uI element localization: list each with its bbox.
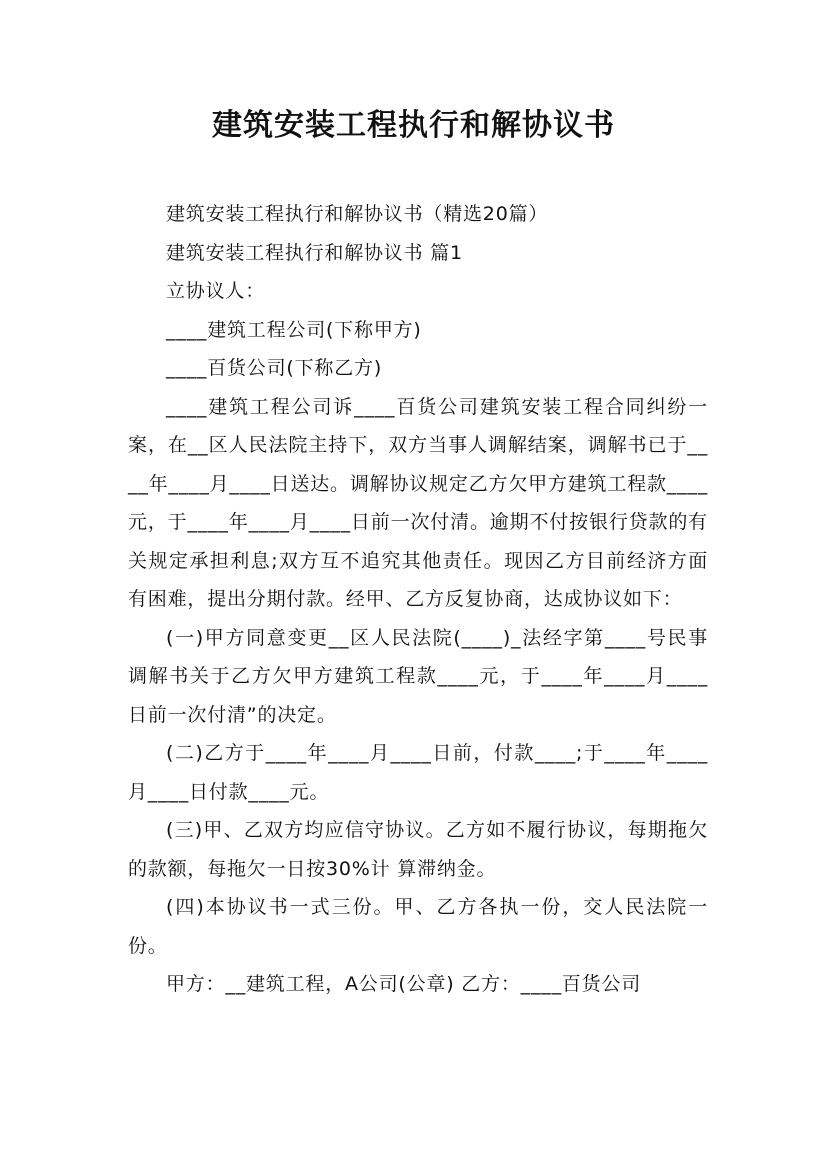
subtitle-paragraph: 建筑安装工程执行和解协议书（精选20篇） <box>166 203 549 225</box>
clause-2: (二)乙方于____年____月____日前，付款____;于____年____月____日付款____元。 <box>128 742 708 803</box>
signature-line: 甲方：__建筑工程，A公司(公章) 乙方：____百货公司 <box>166 973 642 995</box>
party-b-line: ____百货公司(下称乙方) <box>166 357 383 379</box>
background-paragraph: ____建筑工程公司诉____百货公司建筑安装工程合同纠纷一案，在__区人民法院主持下，双方当事人调解结案，调解书已于____年____月____日送达。调解协议规定乙方欠甲方建筑工程款____元，于____年____月____日前一次付清。逾期不付按银行贷款的有关规定承担利息;双方互不追究其他责任。现因乙方目前经济方面有困难，提出分期付款。经甲、乙方反复协商，达成协议如下： <box>128 395 708 610</box>
section-heading: 建筑安装工程执行和解协议书 篇1 <box>166 241 463 264</box>
party-a-line: ____建筑工程公司(下称甲方) <box>166 318 422 341</box>
clause-4: (四)本协议书一式三份。甲、乙方各执一份，交人民法院一份。 <box>128 896 708 957</box>
document-title: 建筑安装工程执行和解协议书 <box>212 108 615 143</box>
parties-label: 立协议人： <box>166 280 266 302</box>
clause-1: (一)甲方同意变更__区人民法院(____)_法经字第____号民事调解书关于乙方欠甲方建筑工程款____元，于____年____月____日前一次付清”的决定。 <box>128 626 708 726</box>
clause-3: (三)甲、乙双方均应信守协议。乙方如不履行协议，每期拖欠的款额，每拖欠一日按30%计 算滞纳金。 <box>128 819 708 880</box>
document-body <box>128 195 708 1004</box>
